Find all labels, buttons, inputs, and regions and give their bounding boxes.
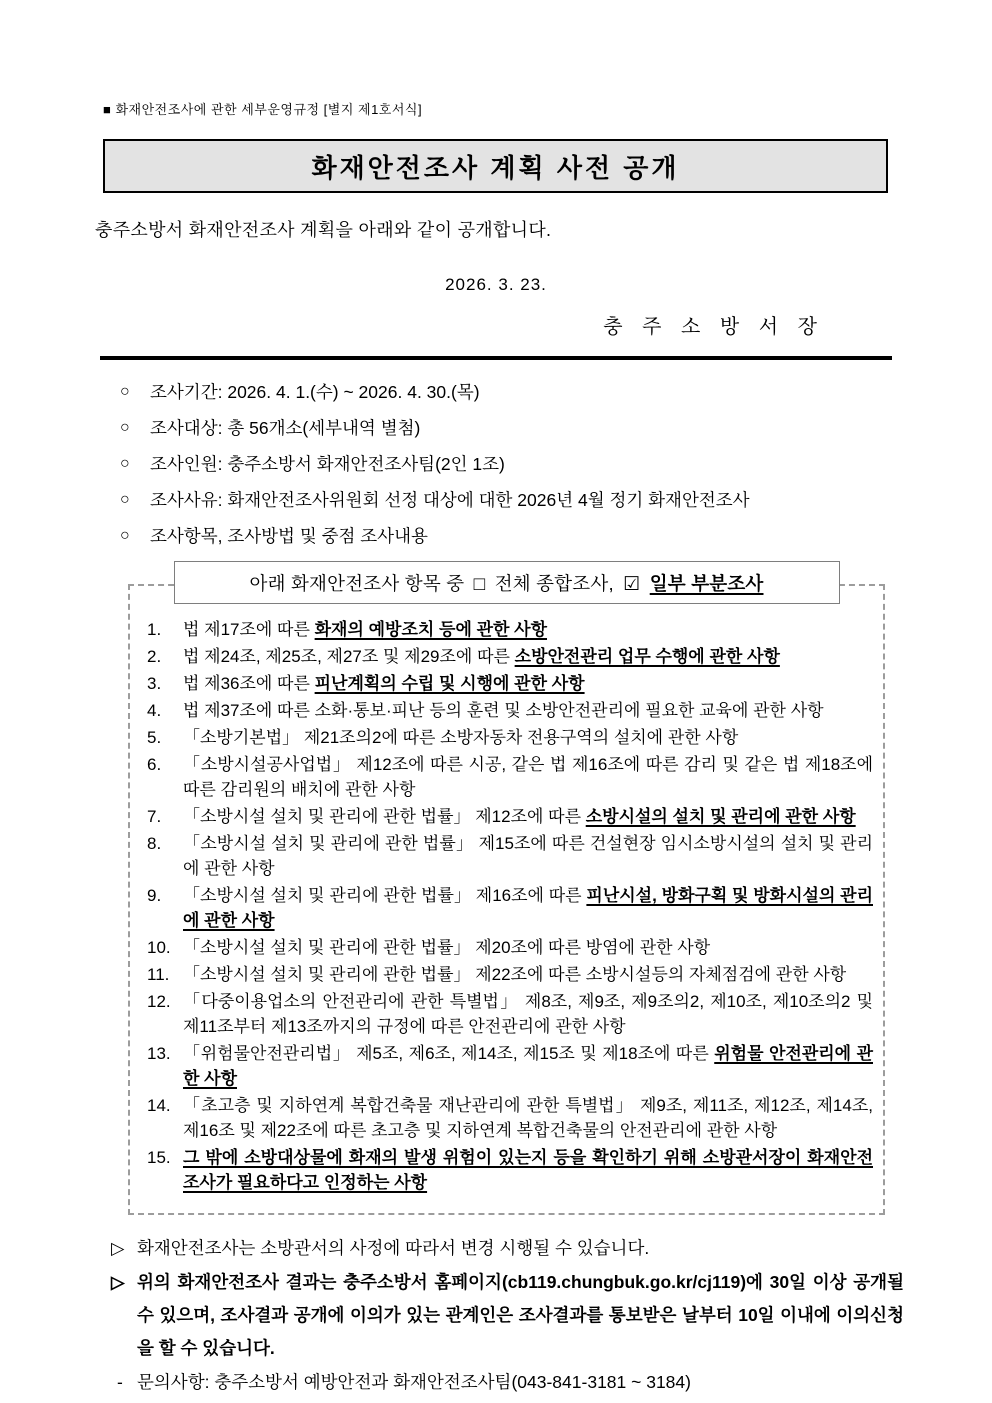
intro-text: 충주소방서 화재안전조사 계획을 아래와 같이 공개합니다.	[95, 220, 552, 240]
circle-bullet-icon: ○	[120, 455, 130, 472]
title-box	[103, 139, 888, 193]
inspection-item-text	[183, 962, 873, 987]
text-segment: 법 제37조에 따른 소화·통보·피난 등의 훈련 및 소방안전관리에 필요한 교육에 관한 사항	[183, 701, 824, 720]
text-segment: 「소방시설 설치 및 관리에 관한 법률」 제22조에 따른 소방시설등의 자체점검에 관한 사항	[183, 965, 847, 984]
footnote-item	[111, 1266, 904, 1365]
inspection-item-number: 4.	[147, 701, 162, 720]
inspection-item-text	[183, 1093, 873, 1143]
inspection-items-area	[128, 561, 885, 1215]
circle-bullet-icon: ○	[120, 491, 130, 508]
overview-item	[120, 489, 912, 511]
triangle-bullet-icon: ▷	[111, 1272, 125, 1292]
page-title: 화재안전조사 계획 사전 공개	[311, 152, 680, 183]
inspection-item-number: 2.	[147, 647, 162, 666]
overview-item	[120, 381, 912, 403]
circle-bullet-icon: ○	[120, 383, 130, 400]
inspection-item-number: 10.	[147, 938, 171, 957]
inspection-item	[147, 617, 873, 642]
checkbox-checked-icon: ☑	[623, 574, 641, 595]
inspection-item	[147, 644, 873, 669]
inspection-item-text	[183, 1041, 873, 1091]
overview-item-text: 조사항목, 조사방법 및 중점 조사내용	[150, 526, 428, 546]
text-segment: 법 제24조, 제25조, 제27조 및 제29조에 따른	[183, 647, 515, 666]
inspection-item-text	[183, 804, 873, 829]
inspection-item-text	[183, 752, 873, 802]
inspection-item-number: 6.	[147, 755, 162, 774]
emphasized-segment: 피난계획의 수립 및 시행에 관한 사항	[314, 674, 585, 693]
footnote-item	[117, 1366, 904, 1399]
inspection-item-number: 14.	[147, 1096, 171, 1115]
inspection-item-text	[183, 725, 873, 750]
circle-bullet-icon: ○	[120, 527, 130, 544]
emphasized-segment: 소방시설의 설치 및 관리에 관한 사항	[585, 807, 856, 826]
triangle-bullet-icon: ▷	[111, 1238, 125, 1258]
inspection-item-number: 15.	[147, 1148, 171, 1167]
inspection-list	[147, 617, 873, 1195]
text-segment: 「소방시설 설치 및 관리에 관한 법률」 제12조에 따른	[183, 807, 586, 826]
inspection-item	[147, 831, 873, 881]
inspection-item-text	[183, 617, 873, 642]
text-segment: 「초고층 및 지하연계 복합건축물 재난관리에 관한 특별법」 제9조, 제11조, 제12조, 제14조, 제16조 및 제22조에 따른 초고층 및 지하연계 복합건축물의 안전관리에 관한 사항	[183, 1096, 873, 1140]
checkbox-unchecked-icon: □	[473, 574, 486, 595]
inspection-item	[147, 962, 873, 987]
overview-item	[120, 453, 912, 475]
inspection-item-text	[183, 698, 873, 723]
inspection-item	[147, 671, 873, 696]
inspection-items-box	[128, 584, 885, 1215]
inspection-item	[147, 935, 873, 960]
text-segment: 「위험물안전관리법」 제5조, 제6조, 제14조, 제15조 및 제18조에 따른	[183, 1044, 715, 1063]
inspection-item	[147, 698, 873, 723]
footnotes	[111, 1232, 904, 1399]
dash-bullet-icon: -	[117, 1372, 123, 1392]
overview-list	[120, 381, 912, 547]
overview-item-text: 조사대상: 총 56개소(세부내역 별첨)	[150, 418, 421, 438]
text-segment: 「소방시설 설치 및 관리에 관한 법률」 제15조에 따른 건설현장 임시소방시설의 설치 및 관리에 관한 사항	[183, 834, 873, 878]
inspection-item-number: 1.	[147, 620, 162, 639]
overview-item	[120, 525, 912, 547]
text-segment: 「소방시설 설치 및 관리에 관한 법률」 제20조에 따른 방염에 관한 사항	[183, 938, 711, 957]
inspection-item	[147, 1093, 873, 1143]
inspection-item-number: 9.	[147, 886, 162, 905]
inspection-item-number: 13.	[147, 1044, 171, 1063]
inspection-item-number: 8.	[147, 834, 162, 853]
text-segment: 법 제36조에 따른	[183, 674, 315, 693]
inspection-item-text	[183, 671, 873, 696]
inspection-item-number: 11.	[147, 965, 170, 984]
text-segment: 법 제17조에 따른	[183, 620, 315, 639]
inspection-item-number: 3.	[147, 674, 162, 693]
inspection-item	[147, 883, 873, 933]
inspection-item	[147, 725, 873, 750]
emphasized-segment: 위험물 안전관리에 관한 사항	[183, 1044, 873, 1088]
publish-date: 2026. 3. 23.	[445, 275, 547, 294]
footnote-item	[111, 1232, 904, 1265]
circle-bullet-icon: ○	[120, 419, 130, 436]
inspection-item-text	[183, 989, 873, 1039]
inspection-item	[147, 804, 873, 829]
text-segment: 「소방시설공사업법」 제12조에 따른 시공, 같은 법 제16조에 따른 감리 및 같은 법 제18조에 따른 감리원의 배치에 관한 사항	[183, 755, 873, 799]
inspection-item	[147, 1041, 873, 1091]
inspection-item	[147, 752, 873, 802]
overview-item-text: 조사인원: 충주소방서 화재안전조사팀(2인 1조)	[150, 454, 505, 474]
emphasized-segment: 화재의 예방조치 등에 관한 사항	[314, 620, 548, 639]
inspection-item-text	[183, 831, 873, 881]
footnote-text: 문의사항: 충주소방서 예방안전과 화재안전조사팀(043-841-3181 ~ 3184)	[137, 1372, 691, 1392]
scope-partial-label: 일부 부분조사	[649, 573, 764, 594]
scope-header-prefix: 아래 화재안전조사 항목 중	[249, 573, 465, 594]
overview-item-text: 조사사유: 화재안전조사위원회 선정 대상에 대한 2026년 4월 정기 화재안전조사	[150, 490, 750, 510]
form-note: ■ 화재안전조사에 관한 세부운영규정 [별지 제1호서식]	[103, 102, 423, 117]
emphasized-segment: 피난시설, 방화구획 및 방화시설의 관리에 관한 사항	[183, 886, 873, 930]
overview-item	[120, 417, 912, 439]
inspection-item-number: 7.	[147, 807, 162, 826]
inspection-item-text	[183, 644, 873, 669]
text-segment: 「소방시설 설치 및 관리에 관한 법률」 제16조에 따른	[183, 886, 587, 905]
inspection-item-text	[183, 935, 873, 960]
footnote-text: 위의 화재안전조사 결과는 충주소방서 홈페이지(cb119.chungbuk.go.kr/cj119)에 30일 이상 공개될 수 있으며, 조사결과 공개에 이의가 있는 관계인은 조사결과를 통보받은 날부터 10일 이내에 이의신청을 할 수 있습니다.	[137, 1272, 904, 1358]
scope-header	[174, 561, 840, 604]
inspection-item-text	[183, 883, 873, 933]
divider-rule	[100, 356, 892, 360]
emphasized-segment: 소방안전관리 업무 수행에 관한 사항	[514, 647, 780, 666]
emphasized-segment: 그 밖에 소방대상물에 화재의 발생 위험이 있는지 등을 확인하기 위해 소방관서장이 화재안전조사가 필요하다고 인정하는 사항	[183, 1148, 873, 1192]
footnote-text: 화재안전조사는 소방관서의 사정에 따라서 변경 시행될 수 있습니다.	[137, 1238, 650, 1258]
inspection-item-text	[183, 1145, 873, 1195]
inspection-item	[147, 989, 873, 1039]
inspection-item-number: 12.	[147, 992, 171, 1011]
signer-title: 충 주 소 방 서 장	[603, 316, 824, 338]
text-segment: 「다중이용업소의 안전관리에 관한 특별법」 제8조, 제9조, 제9조의2, 제10조, 제10조의2 및 제11조부터 제13조까지의 규정에 따른 안전관리에 관한 사항	[183, 992, 873, 1036]
inspection-item-number: 5.	[147, 728, 162, 747]
scope-full-label: 전체 종합조사,	[494, 573, 614, 594]
text-segment: 「소방기본법」 제21조의2에 따른 소방자동차 전용구역의 설치에 관한 사항	[183, 728, 739, 747]
overview-item-text: 조사기간: 2026. 4. 1.(수) ~ 2026. 4. 30.(목)	[150, 382, 480, 402]
inspection-item	[147, 1145, 873, 1195]
